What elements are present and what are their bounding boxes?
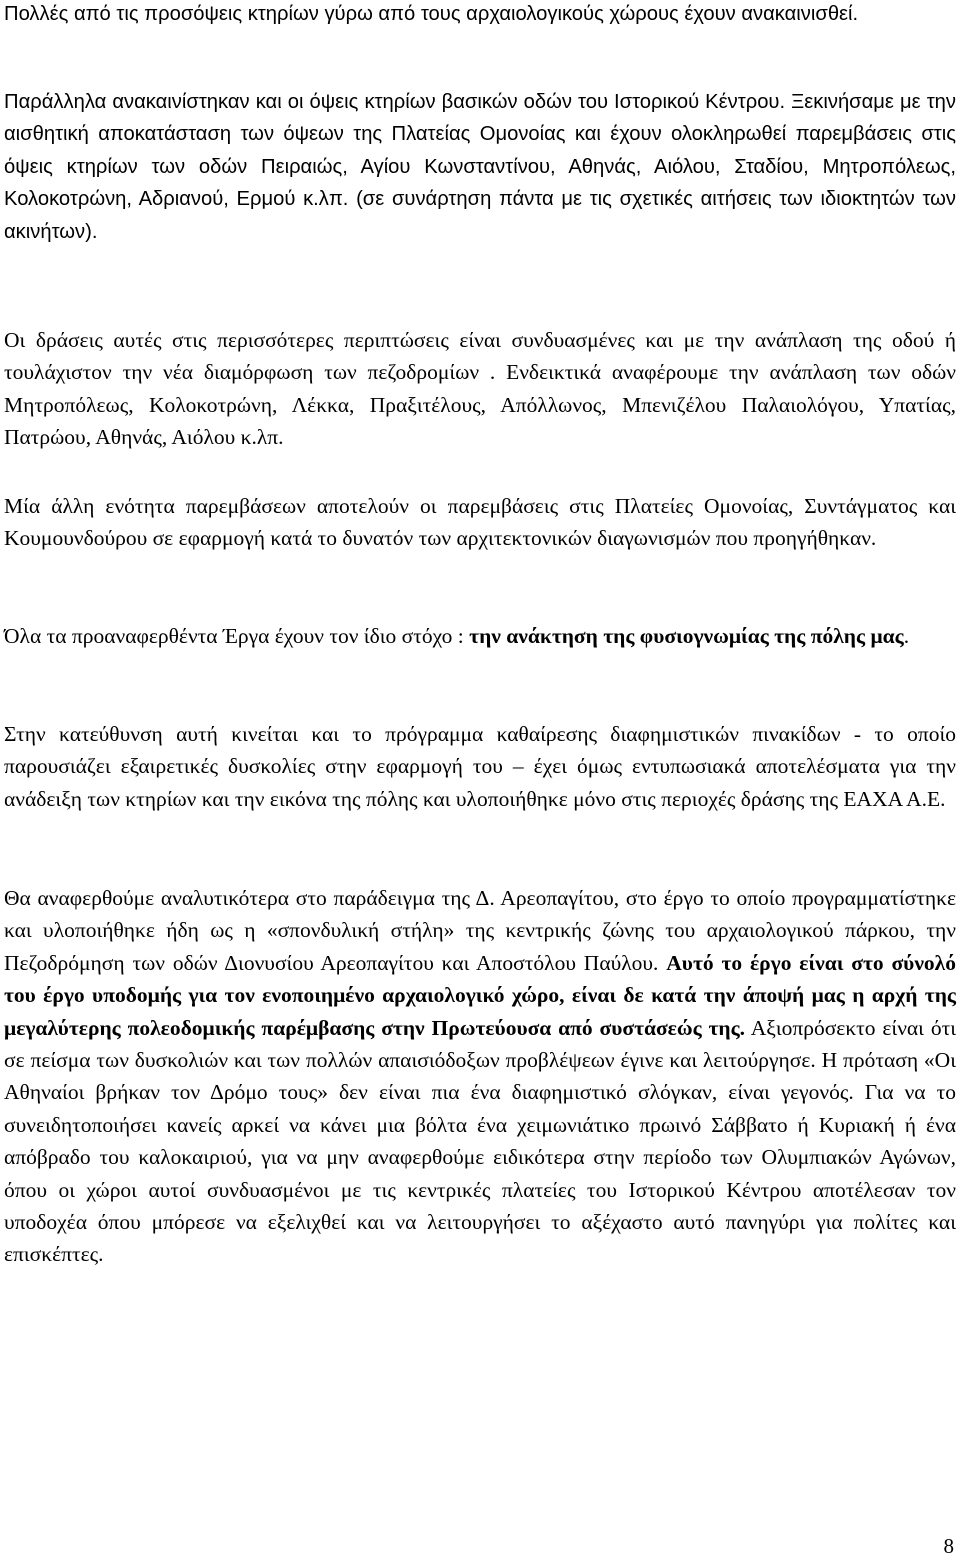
paragraph-areopagitou: [4, 882, 956, 1271]
common-goal-end: .: [903, 624, 910, 648]
page-number: 8: [943, 1534, 954, 1558]
paragraph-squares: Μία άλλη ενότητα παρεμβάσεων αποτελούν οι παρεμβάσεις στις Πλατείες Ομονοίας, Συντάγματος και Κουμουνδούρου σε εφαρμογή κατά το δυνατόν των αρχιτεκτονικών διαγωνισμών που προηγήθηκαν.: [4, 494, 956, 551]
paragraph-billboards: Στην κατεύθυνση αυτή κινείται και το πρόγραμμα καθαίρεσης διαφημιστικών πινακίδων - το οποίο παρουσιάζει εξαιρετικές δυσκολίες στην εφαρμογή του – έχει όμως εντυπωσιακά αποτελέσματα για την ανάδειξη των κτηρίων και την εικόνα της πόλης και υλοποιήθηκε μόνο στις περιοχές δράσης της ΕΑΧΑ Α.Ε.: [4, 722, 956, 811]
paragraph-street-redevelopment: Οι δράσεις αυτές στις περισσότερες περιπτώσεις είναι συνδυασμένες και με την ανάπλαση της οδού ή τουλάχιστον την νέα διαμόρφωση των πεζοδρομίων . Ενδεικτικά αναφέρουμε την ανάπλαση των οδών Μητροπόλεως, Κολοκοτρώνη, Λέκκα, Πραξιτέλους, Απόλλωνος, Μπενιζέλου Παλαιολόγου, Υπατίας, Πατρώου, Αθηνάς, Αιόλου κ.λπ.: [4, 328, 956, 450]
paragraph-main-streets: Παράλληλα ανακαινίστηκαν και οι όψεις κτηρίων βασικών οδών του Ιστορικού Κέντρου. Ξεκινήσαμε με την αισθητική αποκατάσταση των όψεων της Πλατείας Ομονοίας και έχουν ολοκληρωθεί παρεμβάσεις στις όψεις κτηρίων των οδών Πειραιώς, Αγίου Κωνσταντίνου, Αθηνάς, Αιόλου, Σταδίου, Μητροπόλεως, Κολοκοτρώνη, Αδριανού, Ερμού κ.λπ. (σε συνάρτηση πάντα με τις σχετικές αιτήσεις των ιδιοκτητών των ακινήτων).: [4, 91, 956, 243]
areopagitou-rest: Αξιοπρόσεκτο είναι ότι σε πείσμα των δυσκολιών και των πολλών απαισιόδοξων προβλέψεων έγινε και λειτούργησε. Η πρόταση «Οι Αθηναίοι βρήκαν τον Δρόμο τους» δεν είναι πια ένα διαφημιστικό σλόγκαν, είναι γεγονός. Για να το συνειδητοποιήσει κανείς αρκεί να κάνει μια βόλτα ένα χειμωνιάτικο πρωινό Σάββατο ή Κυριακή ή ένα απόβραδο του καλοκαιριού, για να μην αναφερθούμε ειδικότερα στην περίοδο των Ολυμπιακών Αγώνων, όπου οι χώροι αυτοί συνδυασμένοι με τις κεντρικές πλατείες του Ιστορικού Κέντρου αποτέλεσαν τον υποδοχέα όπου μπόρεσε να εξελιχθεί και να λειτουργήσει το αξέχαστο αυτό πανηγύρι για πολίτες και επισκέπτες.: [4, 1015, 956, 1267]
common-goal-text: Όλα τα προαναφερθέντα Έργα έχουν τον ίδιο στόχο :: [4, 624, 470, 648]
paragraph-common-goal: [4, 620, 956, 652]
areopagitou-emphasis: Αυτό το έργο είναι στο σύνολό του έργο υποδομής για τον ενοποιημένο αρχαιολογικό χώρο, είναι δε κατά την άποψή μας η αρχή της μεγαλύτερης πολεοδομικής παρέμβασης στην Πρωτεύουσα από συστάσεώς της.: [4, 950, 956, 1040]
areopagitou-intro: Θα αναφερθούμε αναλυτικότερα στο παράδειγμα της Δ. Αρεοπαγίτου, στο έργο το οποίο προγραμματίστηκε και υλοποιήθηκε ήδη ως η «σπονδυλική στήλη» της κεντρικής ζώνης του αρχαιολογικού πάρκου, την Πεζοδρόμηση των οδών Διονυσίου Αρεοπαγίτου και Αποστόλου Παύλου.: [4, 886, 956, 975]
paragraph-facades-renovated: Πολλές από τις προσόψεις κτηρίων γύρω από τους αρχαιολογικούς χώρους έχουν ανακαινισθεί.: [4, 3, 859, 25]
common-goal-emphasis: την ανάκτηση της φυσιογνωμίας της πόλης μας: [469, 624, 904, 648]
